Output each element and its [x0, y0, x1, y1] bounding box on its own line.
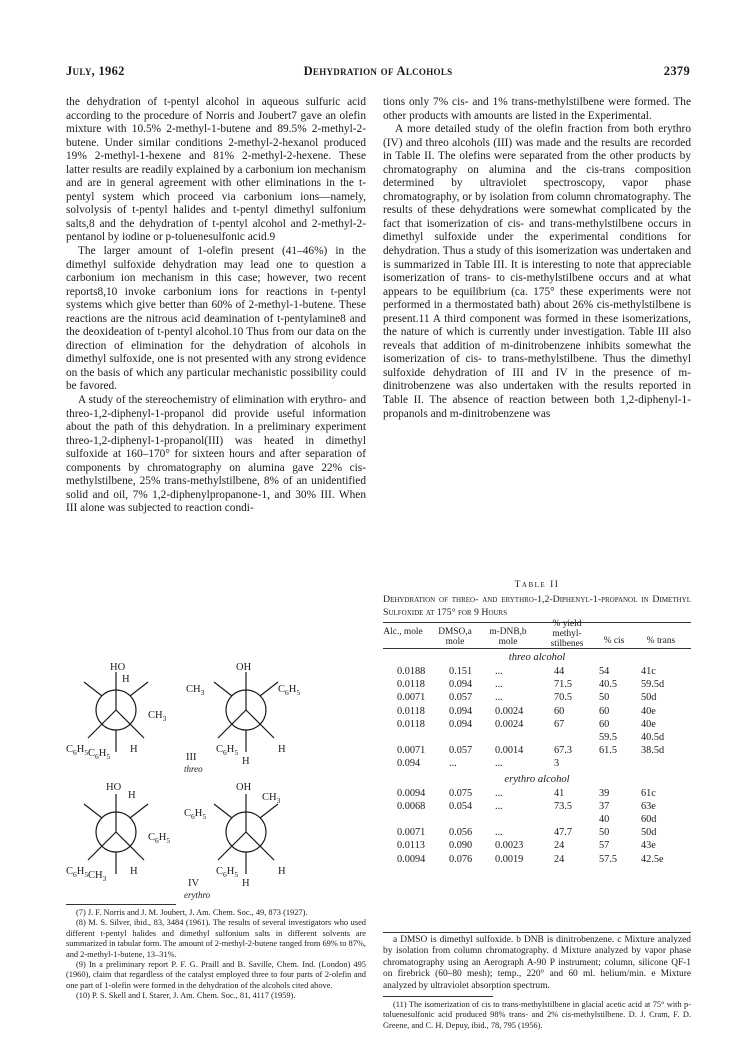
col-header-trans: % trans: [646, 636, 676, 646]
table-cell: 0.090: [449, 840, 473, 852]
table-cell: 40e: [641, 718, 656, 730]
table-cell: 73.5: [554, 800, 573, 812]
left-footnotes: [66, 908, 366, 1002]
table-cell: 0.0094: [397, 787, 426, 799]
table-cell: 0.0014: [495, 745, 524, 757]
table-cell: 0.0024: [495, 705, 524, 717]
table-cell: 0.0071: [397, 745, 426, 757]
table-cell: 24: [554, 840, 565, 852]
table-cell: ...: [495, 758, 503, 770]
svg-text:C6H5: $C_6H_5$: [66, 744, 89, 757]
table-cell: 40.5: [599, 679, 618, 691]
table-cell: 60: [599, 718, 610, 730]
right-column: [383, 96, 691, 421]
newman-projections: [66, 660, 366, 900]
running-header: [66, 64, 690, 80]
left-column: [66, 96, 366, 516]
svg-text:H: H: [122, 674, 130, 685]
table-cell: 0.0118: [397, 679, 425, 691]
footnote-rule: [66, 904, 176, 905]
table-cell: ...: [449, 758, 457, 770]
table-cell: 67: [554, 718, 565, 730]
table-cell: 41c: [641, 666, 656, 677]
col-header-yield: % yield methyl-stilbenes: [550, 619, 584, 649]
svg-text:C6H5: $C_6H_5$: [88, 748, 111, 761]
svg-text:C6H5: $C_6H_5$: [66, 866, 89, 879]
table-cell: 0.0019: [495, 853, 524, 865]
table-cell: ...: [495, 827, 503, 839]
svg-text:H: H: [278, 744, 286, 755]
table-cell: 50: [599, 692, 610, 704]
table-cell: 0.094: [449, 718, 473, 730]
svg-text:HO: HO: [110, 662, 126, 673]
newman-erythro-right: [214, 794, 278, 874]
table-cell: 60d: [641, 814, 657, 825]
table-cell: 38.5d: [641, 745, 665, 757]
svg-text:H: H: [242, 756, 250, 767]
table-cell: 0.076: [449, 853, 473, 865]
table-cell: 60: [554, 705, 565, 717]
table-section-header: erythro alcohol: [504, 773, 570, 785]
table-cell: 0.075: [449, 787, 473, 799]
newman-threo-right: [214, 672, 278, 752]
newman-erythro-left: [84, 794, 148, 874]
paragraph: A more detailed study of the olefin fraction from both erythro (IV) and threo alcohols (III) was made and the results are recorded in Table II. The olefins were separated from the other products by chromatography on alumina and the cis-trans composition determined by ultraviolet spectroscopy, vapor phase chromatography, or by isolation from column chromatography. The results of these dehydrations were somewhat complicated by the fact that isomerization of cis- and trans-methylstilbene occurs in dimethyl sulfoxide under the experimental conditions for dehydration. Thus a study of this isomerization was undertaken and is summarized in Table III. It is interesting to note that appreciable isomerization of trans- to cis-methylstilbene occurs and at what appears to be equilibrium (ca. 175° these experiments were not performed in a thermostated bath) about 26% cis-methylstilbene is present.11 A third component was formed in these isomerizations, the nature of which is currently under investigation. Table III also reveals that addition of m-dinitrobenzene inhibits somewhat the isomerization of cis- to trans-methylstilbene. Thus the dimethyl sulfoxide dehydration of III and IV in the presence of m-dinitrobenzene was also undertaken with the results reported in Table II. The absence of reaction between both 1,2-diphenyl-1-propanols and m-dinitrobenzene was: [383, 123, 691, 420]
table-cell: ...: [495, 800, 503, 812]
table-cell: 0.0118: [397, 705, 425, 717]
svg-text:H: H: [242, 878, 250, 889]
table-cell: 40.5d: [641, 732, 665, 743]
svg-text:HO: HO: [106, 782, 122, 793]
table-cell: 0.056: [449, 827, 473, 839]
table-cell: 0.0094: [397, 853, 426, 865]
table-cell: 0.0188: [397, 666, 426, 677]
table-cell: 42.5e: [641, 853, 664, 865]
col-header-dmso: DMSO,a mole: [438, 627, 472, 647]
table-top-rule: [383, 622, 691, 623]
table-cell: 0.0071: [397, 692, 426, 704]
table-section-header: threo alcohol: [508, 652, 566, 663]
table-cell: ...: [495, 679, 503, 691]
svg-text:H: H: [278, 866, 286, 877]
structure-sublabel-threo: threo: [184, 764, 203, 774]
newman-threo-left: [84, 672, 148, 752]
table-cell: 59.5d: [641, 679, 665, 691]
table-cell: 0.094: [397, 758, 421, 770]
table-cell: 0.0023: [495, 840, 524, 852]
right-footnote: [383, 1000, 691, 1031]
table-cell: 0.094: [449, 705, 473, 717]
table-cell: 50d: [641, 827, 657, 839]
paragraph: the dehydration of t-pentyl alcohol in aqueous sulfuric acid according to the procedure of Norris and Joubert7 gave an olefin mixture with 10.5% 2-methyl-1-butene and 89.5% 2-methyl-2-butene. Under similar conditions 2-methyl-2-hexanol produced 19% 2-methyl-1-hexene and 81% 2-methyl-2-hexene. These latter results are readily explained by a carbonium ion mechanism and are in general agreement with other eliminations in the t-pentyl system which proceed via carbonium ions—namely, solvolysis of t-pentyl halides and t-pentyl dimethyl sulfonium salts,8 and the dehydration of t-pentyl alcohol and 2-methyl-2-pentanol by iodine or p-toluenesulfonic acid.9: [66, 96, 366, 244]
table-cell: 50: [599, 827, 610, 839]
table-title: Table II: [514, 580, 560, 590]
svg-text:CH3: $CH_3$: [186, 684, 205, 697]
table-cell: 54: [599, 666, 610, 677]
header-title: Dehydration of Alcohols: [303, 64, 453, 78]
footnote-rule: [383, 996, 493, 997]
page-number: 2379: [663, 64, 690, 78]
table-cell: 0.057: [449, 745, 473, 757]
table-cell: 60: [599, 705, 610, 717]
svg-text:C6H5: $C_6H_5$: [216, 866, 239, 879]
paragraph: tions only 7% cis- and 1% trans-methylstilbene were formed. The other products with amounts are listed in the Experimental.: [383, 96, 691, 122]
table-cell: 0.057: [449, 692, 473, 704]
paragraph: The larger amount of 1-olefin present (41–46%) in the dimethyl sulfoxide dehydration may lead one to question a carbonium ion mechanism in this case; however, two recent reports8,10 invoke carbonium ions for reactions in t-pentyl systems which give better than 60% of 2-methyl-1-butene. These reactions are the nitrous acid deamination of t-pentylamine8 and the deoxideation of t-pentyl alcohol.10 Thus from our data on the direction of elimination for the dehydration of alcohols in dimethyl sulfoxide, one is not presented with any strong evidence on the basis of which any particular mechanistic possibility could be favored.: [66, 245, 366, 393]
table-cell: 0.0068: [397, 800, 426, 812]
table-cell: 41: [554, 787, 565, 799]
footnote: (11) The isomerization of cis to trans-methylstilbene in glacial acetic acid at 75° with p-toluenesulfonic acid produced 98% trans- and 2% cis-methylstilbene. D. J. Cram, F. D. Greene, and C. H. Depuy, ibid., 78, 795 (1956).: [383, 1000, 691, 1030]
table-cell: 70.5: [554, 692, 573, 704]
table-cell: 61c: [641, 787, 656, 799]
footnote: (7) J. F. Norris and J. M. Joubert, J. Am. Chem. Soc., 49, 873 (1927).: [76, 908, 308, 917]
table-cell: 0.0118: [397, 718, 425, 730]
paragraph: A study of the stereochemistry of elimination with erythro- and threo-1,2-diphenyl-1-propanol did provide useful information about the path of this dehydration. In a preliminary experiment threo-1,2-diphenyl-1-propanol(III) was heated in dimethyl sulfoxide at 160–170° for sixteen hours and after separation of components by chromatography on alumina gave 22% cis-methylstilbene, 25% trans-methylstilbene, 8% of an unidentified solid and oil, 7% 1,2-diphenylpropanone-1, and 30% III. When III alone was subjected to reaction condi-: [66, 394, 366, 515]
col-header-alc: Alc., mole: [383, 627, 423, 637]
table-cell: 40e: [641, 705, 656, 717]
table-cell: 3: [554, 758, 560, 770]
svg-text:C6H5: $C_6H_5$: [278, 684, 301, 697]
svg-text:C6H5: $C_6H_5$: [216, 744, 239, 757]
table-bottom-rule: [383, 932, 691, 933]
structure-sublabel-erythro: erythro: [184, 890, 211, 900]
table-cell: 37: [599, 800, 610, 812]
footnote: (10) P. S. Skell and I. Starer, J. Am. Chem. Soc., 81, 4117 (1959).: [76, 991, 296, 1001]
table-cell: 40: [599, 814, 610, 825]
table-cell: 0.151: [449, 666, 473, 677]
table-cell: ...: [495, 787, 503, 799]
table-cell: 24: [554, 853, 565, 865]
footnote: (9) In a preliminary report P. F. G. Praill and B. Saville, Chem. Ind. (London) 495 (1960), claim that regardless of the catalyst employed three to four parts of 2-olefin and one part of 1-olefin were formed in the dehydration of the alcohols cited above.: [66, 960, 366, 990]
table-cell: 0.0113: [397, 840, 425, 852]
svg-text:H: H: [130, 866, 138, 877]
footnote: (8) M. S. Silver, ibid., 83, 3484 (1961). The results of several investigators who used different t-pentyl halides and dimethyl sulfonium salts in different solvents are summarized in tabular form. The amount of 2-methyl-2-butene ranged from 69% to 87%, and 2-methyl-1-butene, 13–31%.: [66, 918, 366, 959]
svg-text:CH3: $CH_3$: [88, 870, 107, 883]
svg-text:OH: OH: [236, 662, 252, 673]
table-cell: 61.5: [599, 745, 618, 757]
table-note: a DMSO is dimethyl sulfoxide. b DNB is dinitrobenzene. c Mixture analyzed by isolation from column chromatography. d Mixture analyzed by vapor phase chromatography using an Aerograph A-90 P instrument; column, silicone QF-1 on firebrick (60–80 mesh); temp., 220° and 60 ml. helium/min. e Mixture analyzed by ultraviolet absorption spectrum.: [383, 935, 691, 991]
table-cell: 0.0071: [397, 827, 426, 839]
table-cell: 57: [599, 840, 610, 852]
table-caption: Dehydration of threo- and erythro-1,2-Diphenyl-1-propanol in Dimethyl Sulfoxide at 175° for 9 Hours: [383, 594, 691, 618]
svg-text:OH: OH: [236, 782, 252, 793]
table-cell: 67.3: [554, 745, 573, 757]
table-header-rule: [383, 648, 691, 649]
header-date: July, 1962: [66, 64, 125, 78]
svg-text:CH3: $CH_3$: [148, 710, 167, 723]
table-cell: 57.5: [599, 853, 618, 865]
table-cell: ...: [495, 692, 503, 704]
table-cell: 63e: [641, 800, 656, 812]
svg-text:H: H: [128, 790, 136, 801]
table-cell: 59.5: [599, 732, 618, 743]
structure-label-threo: III: [186, 752, 197, 763]
col-header-dnb: m-DNB,b mole: [489, 627, 527, 647]
table-cell: 43e: [641, 840, 656, 852]
table-cell: 0.0024: [495, 718, 524, 730]
table-cell: 71.5: [554, 679, 573, 691]
table-cell: 50d: [641, 692, 657, 704]
table-cell: 39: [599, 787, 610, 799]
table-cell: ...: [495, 666, 503, 677]
table-cell: 47.7: [554, 827, 573, 839]
svg-text:C6H5: $C_6H_5$: [184, 808, 207, 821]
table-cell: 0.054: [449, 800, 473, 812]
structure-label-erythro: IV: [188, 878, 200, 889]
svg-text:CH3: $CH_3$: [262, 792, 281, 805]
table-cell: 0.094: [449, 679, 473, 691]
table-notes: [383, 935, 691, 992]
svg-text:H: H: [130, 744, 138, 755]
col-header-cis: % cis: [603, 636, 625, 646]
table-cell: 44: [554, 666, 565, 677]
svg-text:C6H5: $C_6H_5$: [148, 832, 171, 845]
